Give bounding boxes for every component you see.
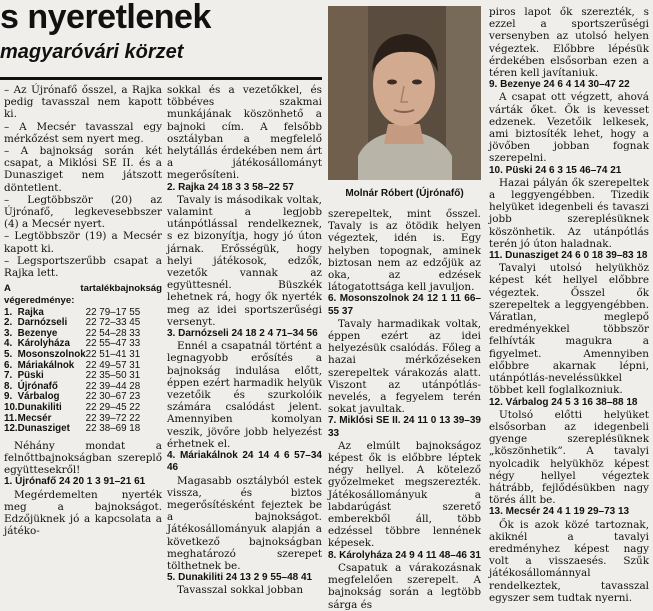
standings-team: Dunakiliti xyxy=(17,402,62,413)
team-9-heading: 9. Bezenye 24 6 4 14 30–47 22 xyxy=(489,79,630,91)
column3-intro: szerepeltek, mint ősszel. Tavaly is az ötödik helyen végeztek, idén is. Egy helyben topognak, aminek biztosan nem az edzőjük az oka, az edzések látogatottsága kell javuljon. xyxy=(328,208,481,294)
team-13-text: Ők is azok közé tartoznak, akiknél a tavalyi eredményhez képest nagy volt a visszaesés. Szűk játékosállománnyal rendelkeztek, tavasszal egyszer sem tudtak nyerni. xyxy=(489,518,649,604)
column-3 xyxy=(328,208,481,611)
team-3-heading: 3. Darnózseli 24 18 2 4 71–34 56 xyxy=(167,328,318,340)
standings-pos: 11. xyxy=(4,412,18,424)
standings-row xyxy=(4,403,140,414)
bullet-4: – Legtöbbször (20) az Újrónafő, legkevesebbszer (4) a Mecsér nyert. xyxy=(4,193,162,231)
player-photo xyxy=(328,6,481,180)
standings-pos: 4. xyxy=(4,338,13,350)
standings-pos: 7. xyxy=(4,370,13,382)
team-8-heading: 8. Károlyháza 24 9 4 11 48–46 31 xyxy=(328,549,481,561)
standings-team: Károlyháza xyxy=(17,338,70,350)
headline-title: s nyeretlenek xyxy=(0,0,211,36)
standings-stats: 22 54–28 33 xyxy=(85,327,141,339)
team-7-heading: 7. Miklósi SE II. 24 11 0 13 39–39 33 xyxy=(328,415,481,439)
team-1-text: Megérdemelten nyerték meg a bajnokságot. Edzőjüknek jó a kapcsolata a játéko- xyxy=(4,488,162,538)
team-4-text: Magasabb osztályból estek vissza, és biztos megerősítésként fejeztek be a bajnokságot. Játékosállományuk alapján a következő bajnokságban meghatározó szerepet tölthetnek be. xyxy=(167,474,322,572)
standings-pos: 12. xyxy=(4,423,18,435)
standings-team: Újrónafő xyxy=(17,380,58,392)
standings-stats: 22 51–41 31 xyxy=(85,349,141,361)
team-12-heading: 12. Várbalog 24 5 3 16 38–88 18 xyxy=(489,396,638,408)
team-2-heading: 2. Rajka 24 18 3 3 58–22 57 xyxy=(167,181,294,193)
column1-outro: Néhány mondat a felnőttbajnokságban szereplő együttesekről! xyxy=(4,439,162,477)
team-10-text: Hazai pályán ők szerepeltek a leggyengébben. Tizedik helyüket idegenbeli és tavaszi jobb szereplésüknek köszönhetik. Az utánpótlás terén jó úton haladnak. xyxy=(489,176,649,250)
bullet-1: – Az Újrónafő ősszel, a Rajka pedig tavasszal nem kapott ki. xyxy=(4,84,162,121)
standings-team: Mecsér xyxy=(17,412,52,424)
team-10-heading: 10. Püski 24 6 3 15 46–74 21 xyxy=(489,164,622,176)
team-1-heading: 1. Újrónafő 24 20 1 3 91–21 61 xyxy=(4,476,146,488)
standings-stats: 22 55–47 33 xyxy=(85,338,141,350)
column-1 xyxy=(4,84,162,537)
standings-stats: 22 30–67 23 xyxy=(85,391,141,403)
team-11-heading: 11. Dunasziget 24 6 0 18 39–83 18 xyxy=(489,250,648,262)
column-2 xyxy=(167,84,322,597)
standings-stats: 22 39–44 28 xyxy=(85,380,141,392)
standings-stats: 22 79–17 55 xyxy=(85,306,141,318)
column4-intro: piros lapot ők szerezték, s ezzel a sportszerűségi versenyben az utolsó helyen végeztek. Előbbre lépésük érdekében elsősorban ezen a téren kell javítaniuk. xyxy=(489,6,649,80)
standings-table xyxy=(4,308,140,435)
headline-subtitle: magyaróvári körzet xyxy=(0,41,184,63)
column2-intro: sokkal és a vezetőkkel, és többéves szakmai munkájának köszönhető a bajnoki cím. A felsőbb osztályban a megfelelő helytállás érdekében nem árt a játékosállományt megerősíteni. xyxy=(167,84,322,182)
bullet-3: – A bajnokság során két csapat, a Miklósi SE II. és a Dunasziget nem játszott döntetlent. xyxy=(4,145,162,194)
team-12-text: Utolsó előtti helyüket elsősorban az idegenbeli gyenge szereplésüknek „köszönhetik”. A tavalyi nyolcadik helyükhöz képest négy hellyel végeztek hátrább, fejlődésükben nagy törés állt be. xyxy=(489,408,649,507)
standings-team: Dunasziget xyxy=(17,423,70,435)
standings-pos: 2. xyxy=(4,317,13,329)
standings-stats: 22 39–72 22 xyxy=(85,412,141,424)
standings-pos: 9. xyxy=(4,391,13,403)
team-6-text: Tavaly harmadikak voltak, éppen ezért az idei helyezésük csalódás. Főleg a hazai mérkőzéseken szerepeltek várakozás alatt. Viszont az utánpótlás-nevelés, a fegyelem terén sokat javultak. xyxy=(328,317,481,416)
standings-pos: 3. xyxy=(4,327,13,339)
standings-stats: 22 38–69 18 xyxy=(85,423,141,435)
photo-caption: Molnár Róbert (Újrónafő) xyxy=(345,188,464,199)
bullet-5: – Legtöbbször (19) a Mecsér kapott ki. xyxy=(4,230,162,255)
standings-team: Várbalog xyxy=(17,391,60,403)
standings-team: Rajka xyxy=(17,306,44,318)
standings-team: Mosonszolnok xyxy=(17,349,86,361)
standings-pos: 6. xyxy=(4,359,13,371)
team-8-text: Csapatuk a várakozásnak megfelelően szerepelt. A bajnokság során a legtöbb sárga és xyxy=(328,561,481,611)
team-9-text: A csapat ott végzett, ahová várták őket. Ők is kevesset edzenek. Vezetőik lelkesek, ami biztosíték lehet, hogy a jövőben jobban fognak szerepelni. xyxy=(489,91,649,165)
team-7-text: Az elmúlt bajnokságoz képest ők is előbbre léptek négy hellyel. A kötelező győzelmeket megszerezték. Játékosállományuk a labdarúgást szerető emberekből áll, több edzéssel többre lennének képesek. xyxy=(328,439,481,550)
portrait-image xyxy=(328,6,481,180)
bullet-6: – Legsportszerűbb csapat a Rajka lett. xyxy=(4,254,162,280)
standings-pos: 8. xyxy=(4,380,13,392)
standings-team: Bezenye xyxy=(17,327,58,339)
standings-stats: 22 29–45 22 xyxy=(85,402,141,413)
standings-stats: 22 49–57 31 xyxy=(85,359,141,371)
standings-team: Püski xyxy=(17,370,44,382)
team-6-heading: 6. Mosonszolnok 24 12 1 11 66–55 37 xyxy=(328,293,481,317)
standings-stats: 22 35–50 31 xyxy=(85,370,141,382)
standings-row xyxy=(4,424,140,435)
standings-pos: 10. xyxy=(4,402,18,413)
team-4-heading: 4. Máriakálnok 24 14 4 6 57–34 46 xyxy=(167,450,322,474)
standings-stats: 22 72–33 45 xyxy=(85,317,141,329)
team-5-heading: 5. Dunakiliti 24 13 2 9 55–48 41 xyxy=(167,572,313,584)
standings-title: A tartalékbajnokság végeredménye: xyxy=(4,283,162,307)
standings-pos: 5. xyxy=(4,349,13,361)
standings-team: Darnózseli xyxy=(17,317,68,329)
team-13-heading: 13. Mecsér 24 4 1 19 29–73 13 xyxy=(489,506,630,518)
standings-pos: 1. xyxy=(4,306,13,318)
team-2-text: Tavaly is másodikak voltak, valamint a legjobb utánpótlással rendelkeznek, s ez bizonyítja, hogy jó úton járnak. Erősségük, hogy helyi játékosok, edzők, vezetők vannak az együttesnél. Büszkék lehetnek rá, hogy ők nyerték meg az idei sportszerűségi versenyt. xyxy=(167,193,322,328)
column-4 xyxy=(489,6,649,604)
team-5-text: Tavasszal sokkal jobban xyxy=(177,584,304,597)
team-3-text: Ennél a csapatnál történt a legnagyobb erősítés a bajnokság indulása előtt, éppen ezért harmadik helyük vezetőik és szurkolóik számára csalódást jelent. Amennyiben komolyan veszik, jövőre jobb helyezést érhetnek el. xyxy=(167,340,322,450)
headline-rule xyxy=(0,77,322,80)
team-11-text: Tavalyi utolsó helyükhöz képest két hellyel előbbre végeztek. Ősszel ők szerepeltek a leggyengébben. Váratlan, meglepő eredményekkel többször felhívták magukra a figyelmet. Amennyiben előbbre akarnak lépni, utánpótlás-neveléssükkel többet kell foglalkozniuk. xyxy=(489,262,649,397)
bullet-2: – A Mecsér tavasszal egy mérkőzést sem nyert meg. xyxy=(4,120,162,145)
standings-team: Máriakálnok xyxy=(17,359,75,371)
